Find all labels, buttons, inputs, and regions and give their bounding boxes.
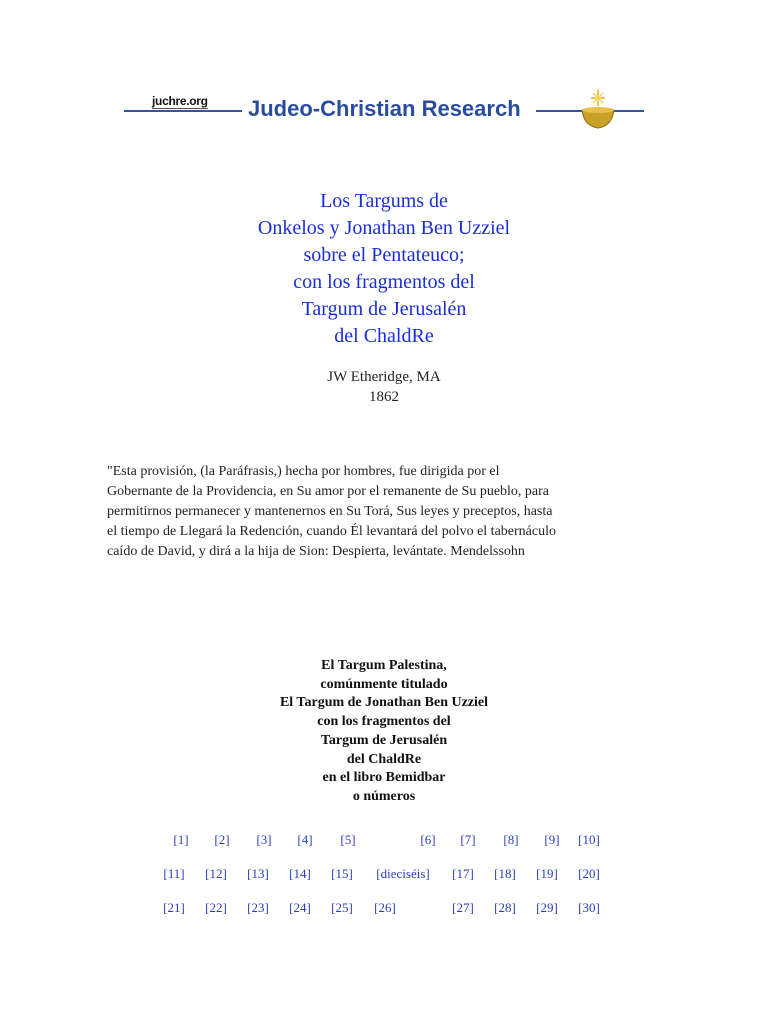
quote-line: permitirnos permanecer y mantenernos en Su Torá, Sus leyes y preceptos, hasta [107,504,553,519]
chapter-link[interactable]: [21] [163,900,185,915]
chapter-link[interactable]: [12] [205,866,227,881]
chapter-link[interactable]: [dieciséis] [376,866,430,881]
chapter-link[interactable]: [6] [420,832,436,847]
subtitle-line: con los fragmentos del [317,714,451,730]
chapter-link[interactable]: [17] [452,866,474,881]
subtitle-line: del ChaldRe [346,751,422,767]
chapter-link[interactable]: [23] [247,900,269,915]
subtitle-line: o números [352,788,416,804]
banner-rule-left [124,110,242,112]
chapter-link[interactable]: [9] [544,832,560,847]
lamp-logo-icon [576,88,620,132]
chapter-link[interactable]: [26] [374,900,396,915]
quote-line: el tiempo de Llegará la Redención, cuando Él levantará del polvo el tabernáculo [107,524,556,539]
subtitle-line: El Targum de Jonathan Ben Uzziel [279,695,489,711]
quote-line: Gobernante de la Providencia, en Su amor por el remanente de Su pueblo, para [107,484,550,499]
subtitle-line: en el libro Bemidbar [322,770,446,786]
chapter-link[interactable]: [29] [536,900,558,915]
chapter-link[interactable]: [3] [256,832,272,847]
banner-site-name: juchre.org [152,94,208,108]
chapter-link[interactable]: [15] [331,866,353,881]
chapter-link[interactable]: [2] [214,832,230,847]
chapter-link[interactable]: [1] [173,832,189,847]
chapter-link[interactable]: [10] [578,832,600,847]
publication-year: 1862 [369,389,399,405]
chapter-link[interactable]: [20] [578,866,600,881]
subtitle-line: comúnmente titulado [320,676,448,692]
title-line: Los Targums de [320,190,448,212]
epigraph-quote [107,462,667,562]
chapter-link[interactable]: [8] [503,832,519,847]
banner-site-underline [152,108,208,109]
chapter-link[interactable]: [30] [578,900,600,915]
quote-line: "Esta provisión, (la Paráfrasis,) hecha por hombres, fue dirigida por el [107,464,500,479]
title-line: con los fragmentos del [293,271,475,293]
banner-brand-title: Judeo-Christian Research [248,96,521,121]
author-name: JW Etheridge, MA [327,369,441,385]
chapter-link[interactable]: [14] [289,866,311,881]
document-title [0,188,768,350]
title-line: Targum de Jerusalén [301,298,467,320]
chapter-link[interactable]: [27] [452,900,474,915]
title-line: Onkelos y Jonathan Ben Uzziel [257,217,511,239]
site-banner[interactable] [124,88,644,132]
chapter-link[interactable]: [25] [331,900,353,915]
section-heading [0,657,768,807]
title-line: sobre el Pentateuco; [303,244,465,266]
chapter-link[interactable]: [4] [297,832,313,847]
chapter-link[interactable]: [7] [460,832,476,847]
chapter-link[interactable]: [19] [536,866,558,881]
quote-line: caído de David, y dirá a la hija de Sion: Despierta, levántate. Mendelssohn [107,544,525,559]
chapter-link[interactable]: [18] [494,866,516,881]
chapter-link[interactable]: [22] [205,900,227,915]
subtitle-line: Targum de Jerusalén [320,732,448,748]
chapter-link[interactable]: [24] [289,900,311,915]
chapter-link[interactable]: [5] [340,832,356,847]
subtitle-line: El Targum Palestina, [321,658,447,673]
title-line: del ChaldRe [334,325,434,347]
chapter-link[interactable]: [11] [163,866,185,881]
author-block [0,367,768,407]
chapter-link[interactable]: [28] [494,900,516,915]
chapter-link[interactable]: [13] [247,866,269,881]
